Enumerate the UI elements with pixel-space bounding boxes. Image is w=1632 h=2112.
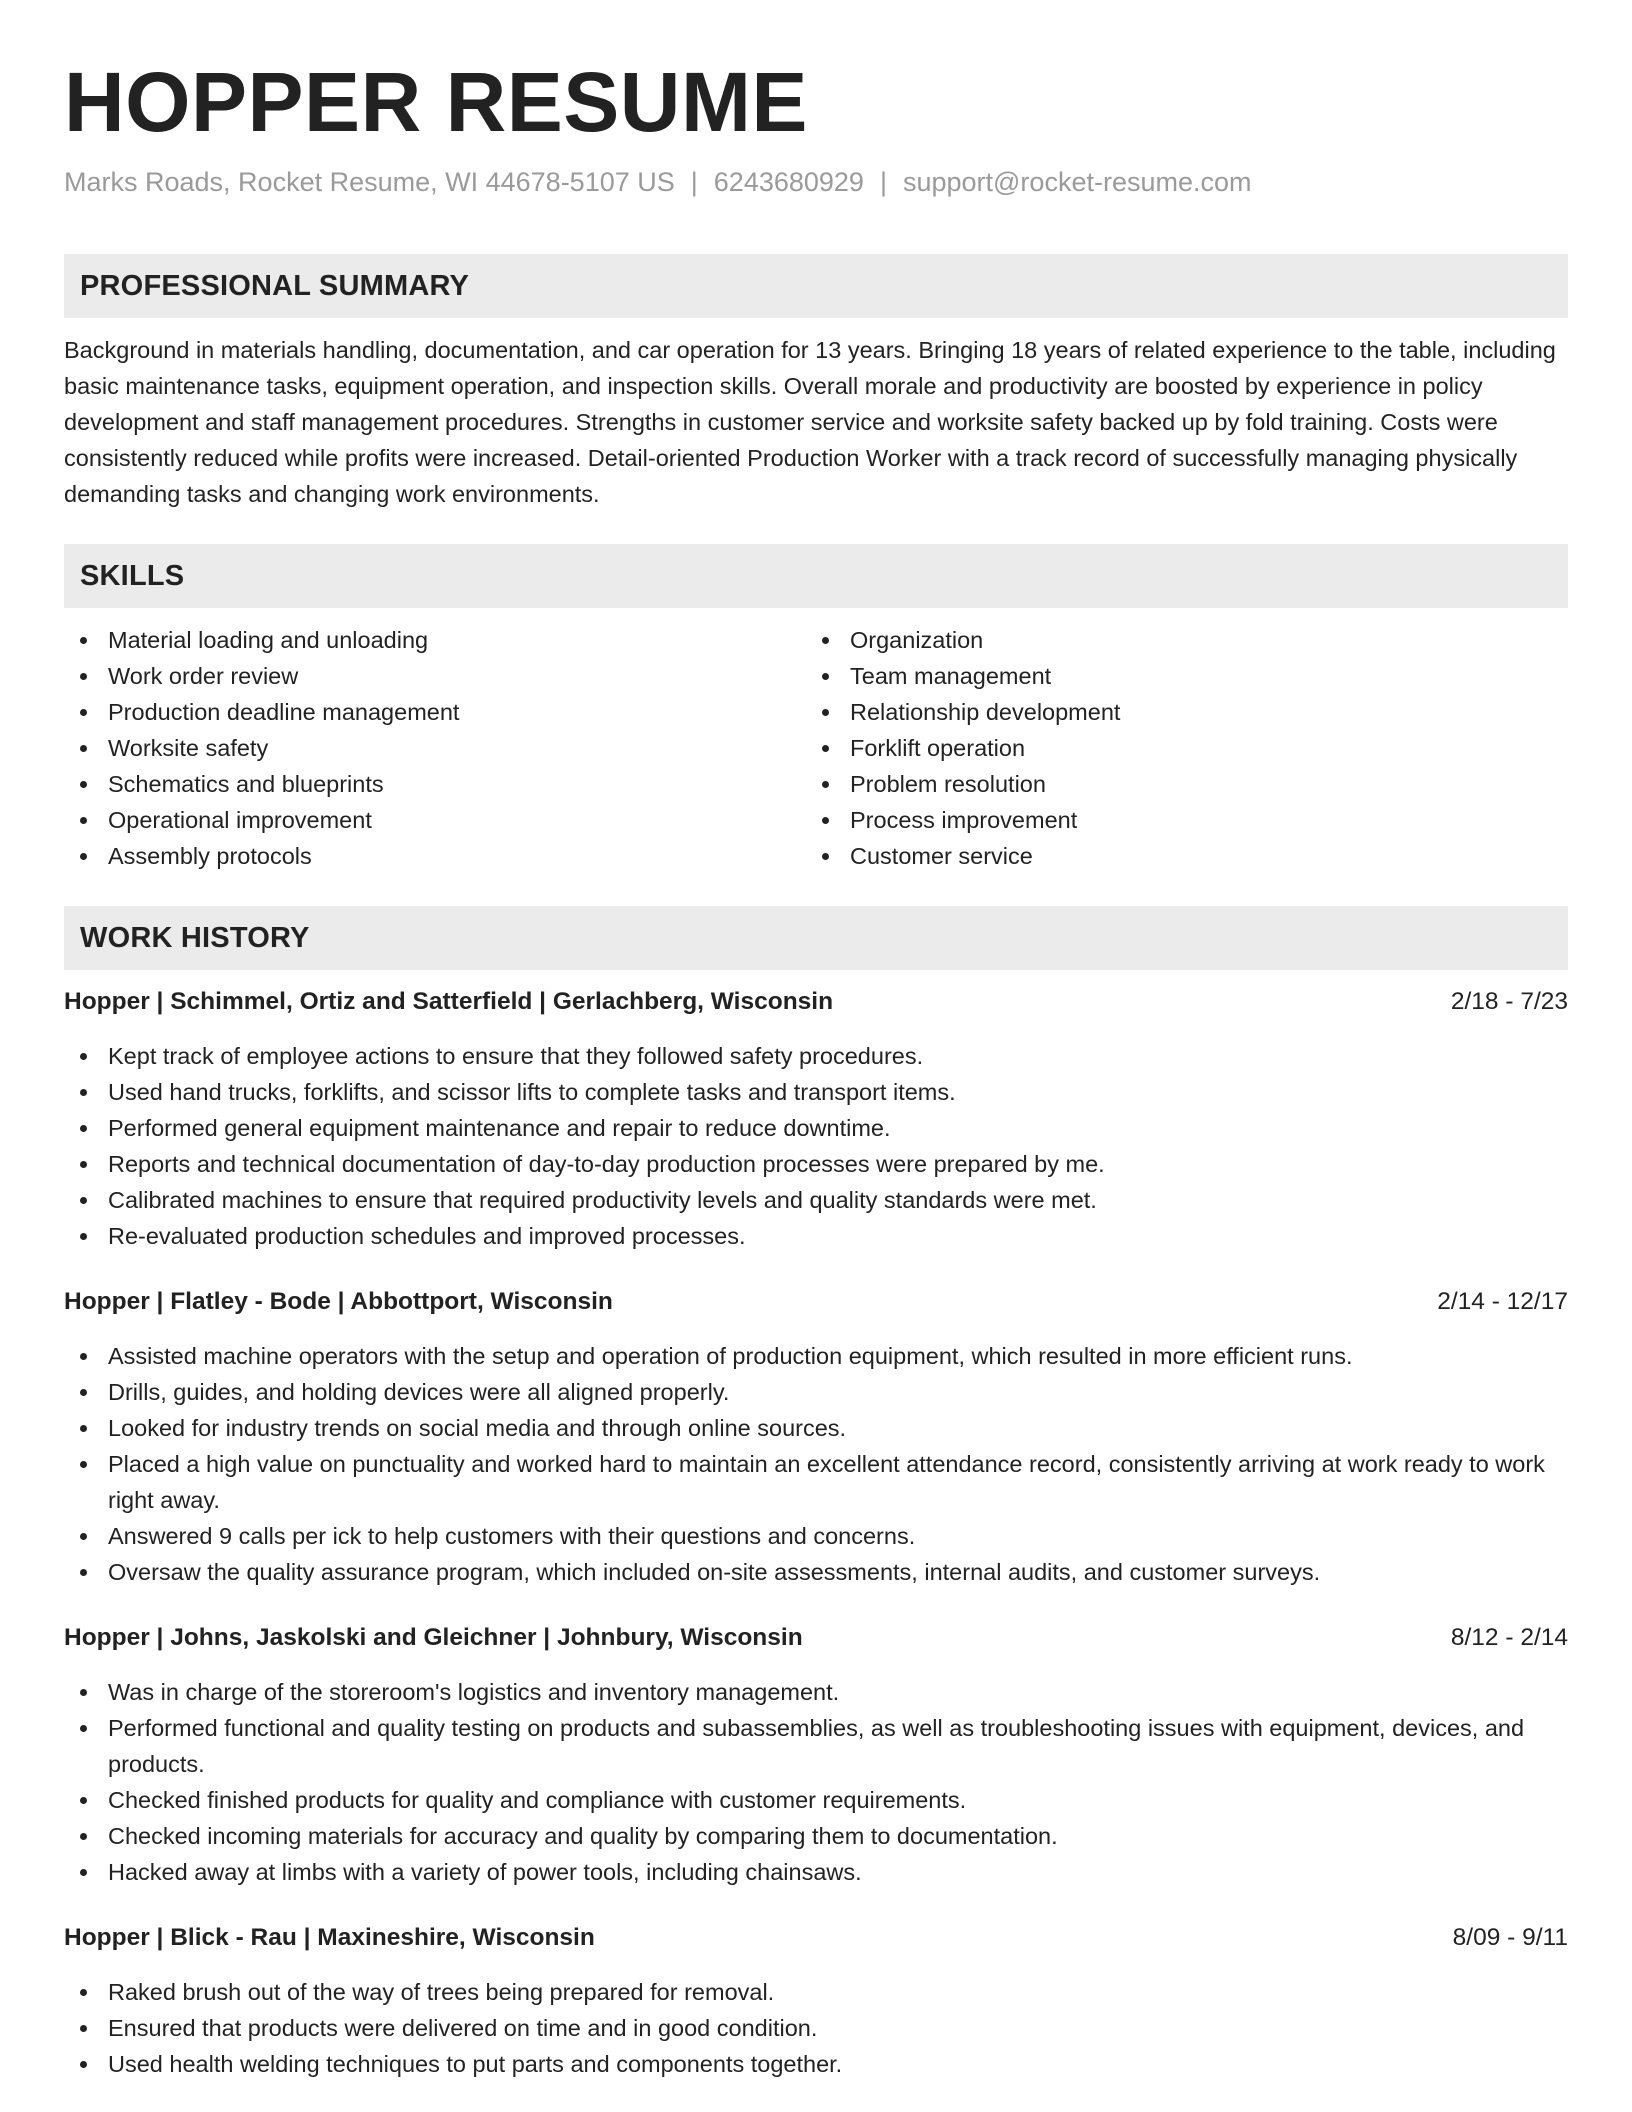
job-bullet-list (64, 1338, 1568, 1590)
list-item (64, 1854, 1568, 1890)
job-entry (64, 984, 1568, 1254)
bullet-icon (80, 745, 87, 752)
job-title: Hopper | Schimmel, Ortiz and Satterfield | Gerlachberg, Wisconsin (64, 988, 834, 1015)
skill-item (806, 658, 1548, 694)
job-title: Hopper | Blick - Rau | Maxineshire, Wisconsin (64, 1924, 595, 1951)
list-item-text: Ensured that products were delivered on time and in good condition. (108, 2015, 818, 2041)
bullet-icon (80, 817, 87, 824)
list-item (64, 1338, 1568, 1374)
list-item-text: Schematics and blueprints (108, 771, 384, 797)
list-item-text: Used hand trucks, forklifts, and scissor lifts to complete tasks and transport items. (108, 1079, 956, 1105)
list-item-text: Problem resolution (850, 771, 1046, 797)
list-item-text: Placed a high value on punctuality and worked hard to maintain an excellent attendance record, consistently arriving at work ready to work right away. (108, 1451, 1545, 1513)
list-item (64, 2010, 1568, 2046)
list-item (64, 1146, 1568, 1182)
bullet-icon (822, 637, 829, 644)
list-item-text: Team management (850, 663, 1052, 689)
job-dates: 8/12 - 2/14 (1450, 1624, 1568, 1651)
bullet-icon (80, 1089, 87, 1096)
skills-column-right (806, 622, 1548, 874)
bullet-icon (80, 673, 87, 680)
skill-item (64, 658, 806, 694)
bullet-icon (822, 745, 829, 752)
skill-item (806, 838, 1548, 874)
skill-item (64, 694, 806, 730)
job-dates: 8/09 - 9/11 (1452, 1924, 1568, 1951)
bullet-icon (80, 781, 87, 788)
job-header (64, 984, 1568, 1020)
skill-item (806, 766, 1548, 802)
work-history-list (64, 984, 1568, 2082)
bullet-icon (822, 781, 829, 788)
bullet-icon (80, 709, 87, 716)
list-item (64, 1410, 1568, 1446)
list-item (64, 1446, 1568, 1518)
bullet-icon (80, 1233, 87, 1240)
list-item-text: Work order review (108, 663, 299, 689)
bullet-icon (80, 2025, 87, 2032)
list-item (64, 1374, 1568, 1410)
contact-address: Marks Roads, Rocket Resume, WI 44678-5107 US (64, 167, 675, 197)
bullet-icon (80, 637, 87, 644)
job-title: Hopper | Flatley - Bode | Abbottport, Wisconsin (64, 1288, 613, 1315)
list-item (64, 2046, 1568, 2082)
list-item (64, 1974, 1568, 2010)
skills-column-left (64, 622, 806, 874)
list-item-text: Forklift operation (850, 735, 1026, 761)
list-item-text: Organization (850, 627, 984, 653)
resume-page (64, 52, 1568, 2082)
list-item (64, 1554, 1568, 1590)
job-bullet-list (64, 1974, 1568, 2082)
list-item (64, 1074, 1568, 1110)
skill-item (64, 766, 806, 802)
list-item-text: Worksite safety (108, 735, 269, 761)
job-bullet-list (64, 1674, 1568, 1890)
contact-separator: | (690, 167, 698, 197)
bullet-icon (822, 673, 829, 680)
job-header (64, 1284, 1568, 1320)
list-item-text: Hacked away at limbs with a variety of power tools, including chainsaws. (108, 1859, 862, 1885)
skill-item (64, 730, 806, 766)
job-dates: 2/18 - 7/23 (1450, 988, 1568, 1015)
contact-email: support@rocket-resume.com (902, 167, 1252, 197)
skill-item (64, 622, 806, 658)
list-item (64, 1782, 1568, 1818)
skill-item (64, 838, 806, 874)
bullet-icon (80, 1989, 87, 1996)
list-item-text: Kept track of employee actions to ensure that they followed safety procedures. (108, 1043, 924, 1069)
bullet-icon (80, 2061, 87, 2068)
skill-item (64, 802, 806, 838)
list-item-text: Performed functional and quality testing on products and subassemblies, as well as troubleshooting issues with equipment, devices, and products. (108, 1715, 1525, 1777)
bullet-icon (80, 1461, 87, 1468)
section-header-skills: SKILLS (64, 544, 1568, 608)
bullet-icon (80, 1869, 87, 1876)
job-header (64, 1920, 1568, 1956)
list-item-text: Answered 9 calls per ick to help customers with their questions and concerns. (108, 1523, 916, 1549)
list-item-text: Relationship development (850, 699, 1121, 725)
bullet-icon (80, 1425, 87, 1432)
list-item (64, 1710, 1568, 1782)
bullet-icon (80, 1053, 87, 1060)
list-item-text: Drills, guides, and holding devices were all aligned properly. (108, 1379, 730, 1405)
job-title: Hopper | Johns, Jaskolski and Gleichner | Johnbury, Wisconsin (64, 1624, 803, 1651)
bullet-icon (80, 1197, 87, 1204)
bullet-icon (80, 1533, 87, 1540)
list-item-text: Operational improvement (108, 807, 372, 833)
bullet-icon (80, 1689, 87, 1696)
job-header (64, 1620, 1568, 1656)
list-item-text: Checked finished products for quality and compliance with customer requirements. (108, 1787, 967, 1813)
list-item-text: Assembly protocols (108, 843, 312, 869)
list-item (64, 1674, 1568, 1710)
list-item-text: Raked brush out of the way of trees being prepared for removal. (108, 1979, 775, 2005)
list-item (64, 1818, 1568, 1854)
skills-grid (64, 622, 1568, 874)
bullet-icon (80, 853, 87, 860)
bullet-icon (80, 1833, 87, 1840)
list-item-text: Customer service (850, 843, 1033, 869)
list-item (64, 1518, 1568, 1554)
bullet-icon (822, 817, 829, 824)
list-item-text: Was in charge of the storeroom's logistics and inventory management. (108, 1679, 840, 1705)
list-item-text: Performed general equipment maintenance and repair to reduce downtime. (108, 1115, 891, 1141)
job-entry (64, 1284, 1568, 1590)
contact-line (64, 164, 1568, 200)
skill-item (806, 694, 1548, 730)
list-item-text: Production deadline management (108, 699, 460, 725)
job-bullet-list (64, 1038, 1568, 1254)
bullet-icon (80, 1389, 87, 1396)
bullet-icon (80, 1125, 87, 1132)
bullet-icon (822, 709, 829, 716)
skill-item (806, 802, 1548, 838)
job-entry (64, 1920, 1568, 2082)
list-item-text: Process improvement (850, 807, 1078, 833)
list-item (64, 1110, 1568, 1146)
bullet-icon (80, 1353, 87, 1360)
list-item (64, 1218, 1568, 1254)
list-item-text: Reports and technical documentation of day-to-day production processes were prepared by me. (108, 1151, 1105, 1177)
bullet-icon (80, 1569, 87, 1576)
list-item (64, 1182, 1568, 1218)
list-item (64, 1038, 1568, 1074)
list-item-text: Checked incoming materials for accuracy and quality by comparing them to documentation. (108, 1823, 1058, 1849)
summary-text: Background in materials handling, documentation, and car operation for 13 years. Bringing 18 years of related experience to the table, including basic maintenance tasks, equipment operation, and inspection skills. Overall morale and productivity are boosted by experience in policy development and staff management procedures. Strengths in customer service and worksite safety backed up by fold training. Costs were consistently reduced while profits were increased. Detail-oriented Production Worker with a track record of successfully managing physically demanding tasks and changing work environments. (64, 337, 1556, 507)
bullet-icon (80, 1725, 87, 1732)
job-dates: 2/14 - 12/17 (1437, 1288, 1568, 1315)
list-item-text: Re-evaluated production schedules and improved processes. (108, 1223, 746, 1249)
list-item-text: Looked for industry trends on social media and through online sources. (108, 1415, 847, 1441)
skill-item (806, 622, 1548, 658)
job-entry (64, 1620, 1568, 1890)
list-item-text: Used health welding techniques to put parts and components together. (108, 2051, 843, 2077)
bullet-icon (822, 853, 829, 860)
list-item-text: Calibrated machines to ensure that required productivity levels and quality standards were met. (108, 1187, 1097, 1213)
list-item-text: Oversaw the quality assurance program, which included on-site assessments, internal audits, and customer surveys. (108, 1559, 1321, 1585)
section-header-summary: PROFESSIONAL SUMMARY (64, 254, 1568, 318)
section-header-work-history: WORK HISTORY (64, 906, 1568, 970)
contact-phone: 6243680929 (713, 167, 864, 197)
candidate-name: HOPPER RESUME (64, 55, 808, 149)
skill-item (806, 730, 1548, 766)
list-item-text: Material loading and unloading (108, 627, 429, 653)
list-item-text: Assisted machine operators with the setup and operation of production equipment, which resulted in more efficient runs. (108, 1343, 1353, 1369)
bullet-icon (80, 1161, 87, 1168)
bullet-icon (80, 1797, 87, 1804)
contact-separator: | (879, 167, 887, 197)
